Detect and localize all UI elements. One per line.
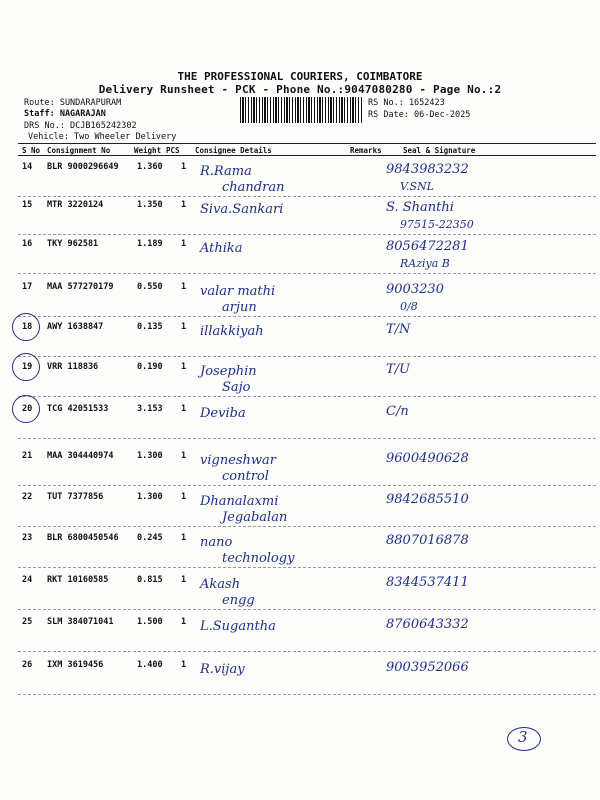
- row-pcs: 1: [181, 362, 187, 372]
- consignee-name: R.Rama: [200, 164, 252, 179]
- signature: 9003952066: [386, 660, 469, 675]
- row-consignment: TUT 7377856: [47, 492, 104, 502]
- barcode: [240, 97, 362, 123]
- staff-label: Staff: NAGARAJAN: [24, 109, 106, 119]
- row-consignment: SLM 384071041: [47, 617, 114, 627]
- col-seal: Seal & Signature: [403, 146, 476, 155]
- row-pcs: 1: [181, 404, 187, 414]
- row-weight: 1.300: [137, 451, 163, 461]
- vehicle-label: Vehicle: Two Wheeler Delivery: [28, 132, 177, 142]
- consignee-name: Josephin: [200, 364, 257, 379]
- row-divider: [18, 609, 596, 610]
- row-weight: 1.400: [137, 660, 163, 670]
- consignee-name-line2: technology: [222, 551, 295, 566]
- header-rule-bottom: [18, 155, 596, 156]
- consignee-name: Siva.Sankari: [200, 202, 284, 217]
- consignee-name: Deviba: [200, 406, 246, 421]
- row-sno: 25: [22, 617, 33, 627]
- row-pcs: 1: [181, 660, 187, 670]
- table-row: [0, 237, 600, 275]
- row-sno: 21: [22, 451, 33, 461]
- row-divider: [18, 694, 596, 695]
- row-consignment: BLR 9000296649: [47, 162, 119, 172]
- row-weight: 0.245: [137, 533, 163, 543]
- col-consignee: Consignee Details: [195, 146, 272, 155]
- signature: S. Shanthi: [386, 200, 454, 215]
- row-sno: 14: [22, 162, 33, 172]
- row-sno: 19: [22, 362, 33, 372]
- row-divider: [18, 316, 596, 317]
- row-divider: [18, 485, 596, 486]
- row-pcs: 1: [181, 200, 187, 210]
- rs-number: RS No.: 1652423: [368, 98, 445, 108]
- signature: 9843983232: [386, 162, 469, 177]
- table-row: [0, 449, 600, 487]
- row-divider: [18, 526, 596, 527]
- row-pcs: 1: [181, 533, 187, 543]
- row-weight: 1.360: [137, 162, 163, 172]
- row-weight: 1.300: [137, 492, 163, 502]
- signature: T/U: [386, 362, 411, 377]
- row-pcs: 1: [181, 492, 187, 502]
- row-sno: 22: [22, 492, 33, 502]
- consignee-name: R.vijay: [200, 662, 245, 677]
- consignee-name: Dhanalaxmi: [200, 494, 279, 509]
- table-row: [0, 198, 600, 236]
- table-row: [0, 573, 600, 611]
- row-divider: [18, 567, 596, 568]
- row-divider: [18, 196, 596, 197]
- signature-line2: 0/8: [400, 300, 418, 313]
- col-pcs: PCS: [166, 146, 180, 155]
- table-row: [0, 490, 600, 528]
- row-weight: 1.350: [137, 200, 163, 210]
- table-row: [0, 320, 600, 358]
- consignee-name-line2: chandran: [222, 180, 285, 195]
- consignee-name-line2: Jegabalan: [222, 510, 288, 525]
- sno-circle: [12, 353, 40, 381]
- col-consignment: Consignment No: [47, 146, 111, 155]
- col-weight: Weight: [134, 146, 162, 155]
- row-weight: 0.190: [137, 362, 163, 372]
- table-row: [0, 658, 600, 696]
- row-consignment: TKY 962581: [47, 239, 99, 249]
- table-row: [0, 280, 600, 318]
- row-consignment: MAA 577270179: [47, 282, 114, 292]
- signature: 8760643332: [386, 617, 469, 632]
- row-divider: [18, 651, 596, 652]
- sno-circle: [12, 395, 40, 423]
- route-label: Route: SUNDARAPURAM: [24, 98, 122, 108]
- signature: 8056472281: [386, 239, 469, 254]
- consignee-name: nano: [200, 535, 233, 550]
- row-pcs: 1: [181, 162, 187, 172]
- row-consignment: MTR 3220124: [47, 200, 104, 210]
- row-divider: [18, 396, 596, 397]
- page-mark: 3: [518, 728, 528, 746]
- consignee-name: vigneshwar: [200, 453, 277, 468]
- consignee-name-line2: arjun: [222, 300, 257, 315]
- signature-line2: RAziya B: [400, 257, 450, 270]
- consignee-name-line2: Sajo: [222, 380, 251, 395]
- row-weight: 0.815: [137, 575, 163, 585]
- row-sno: 23: [22, 533, 33, 543]
- table-row: [0, 360, 600, 398]
- row-sno: 20: [22, 404, 33, 414]
- row-consignment: BLR 6800450546: [47, 533, 119, 543]
- row-consignment: RKT 10160585: [47, 575, 109, 585]
- signature: 8807016878: [386, 533, 469, 548]
- signature: 9600490628: [386, 451, 469, 466]
- row-consignment: IXM 3619456: [47, 660, 104, 670]
- table-row: [0, 615, 600, 653]
- consignee-name: illakkiyah: [200, 324, 264, 339]
- row-sno: 18: [22, 322, 33, 332]
- company-title: THE PROFESSIONAL COURIERS, COIMBATORE: [177, 70, 423, 83]
- consignee-name: Akash: [200, 577, 241, 592]
- row-weight: 0.550: [137, 282, 163, 292]
- row-weight: 1.189: [137, 239, 163, 249]
- rs-date: RS Date: 06-Dec-2025: [368, 110, 471, 120]
- col-remarks: Remarks: [350, 146, 382, 155]
- row-pcs: 1: [181, 239, 187, 249]
- row-pcs: 1: [181, 451, 187, 461]
- row-divider: [18, 234, 596, 235]
- table-row: [0, 531, 600, 569]
- row-sno: 26: [22, 660, 33, 670]
- row-sno: 15: [22, 200, 33, 210]
- row-divider: [18, 273, 596, 274]
- consignee-name-line2: control: [222, 469, 269, 484]
- sno-circle: [12, 313, 40, 341]
- row-sno: 17: [22, 282, 33, 292]
- signature: T/N: [386, 322, 411, 337]
- row-pcs: 1: [181, 282, 187, 292]
- row-divider: [18, 356, 596, 357]
- row-consignment: TCG 42051533: [47, 404, 109, 414]
- row-weight: 3.153: [137, 404, 163, 414]
- row-pcs: 1: [181, 322, 187, 332]
- row-weight: 1.500: [137, 617, 163, 627]
- row-pcs: 1: [181, 617, 187, 627]
- table-row: [0, 402, 600, 440]
- header-rule-top: [18, 143, 596, 144]
- row-pcs: 1: [181, 575, 187, 585]
- row-sno: 16: [22, 239, 33, 249]
- row-sno: 24: [22, 575, 33, 585]
- signature: 9003230: [386, 282, 444, 297]
- consignee-name: Athika: [200, 241, 243, 256]
- col-sno: S No: [22, 146, 41, 155]
- signature: 8344537411: [386, 575, 469, 590]
- consignee-name-line2: engg: [222, 593, 255, 608]
- consignee-name: L.Sugantha: [200, 619, 276, 634]
- signature: C/n: [386, 404, 409, 419]
- runsheet-title: Delivery Runsheet - PCK - Phone No.:9047080280 - Page No.:2: [98, 83, 502, 96]
- row-divider: [18, 438, 596, 439]
- row-consignment: VRR 118836: [47, 362, 99, 372]
- row-weight: 0.135: [137, 322, 163, 332]
- drs-label: DRS No.: DCJB165242302: [24, 121, 137, 131]
- table-row: [0, 160, 600, 198]
- consignee-name: valar mathi: [200, 284, 276, 299]
- signature: 9842685510: [386, 492, 469, 507]
- row-consignment: MAA 304440974: [47, 451, 114, 461]
- signature-line2: V.SNL: [400, 180, 434, 193]
- signature-line2: 97515-22350: [400, 218, 474, 231]
- row-consignment: AWY 1638847: [47, 322, 104, 332]
